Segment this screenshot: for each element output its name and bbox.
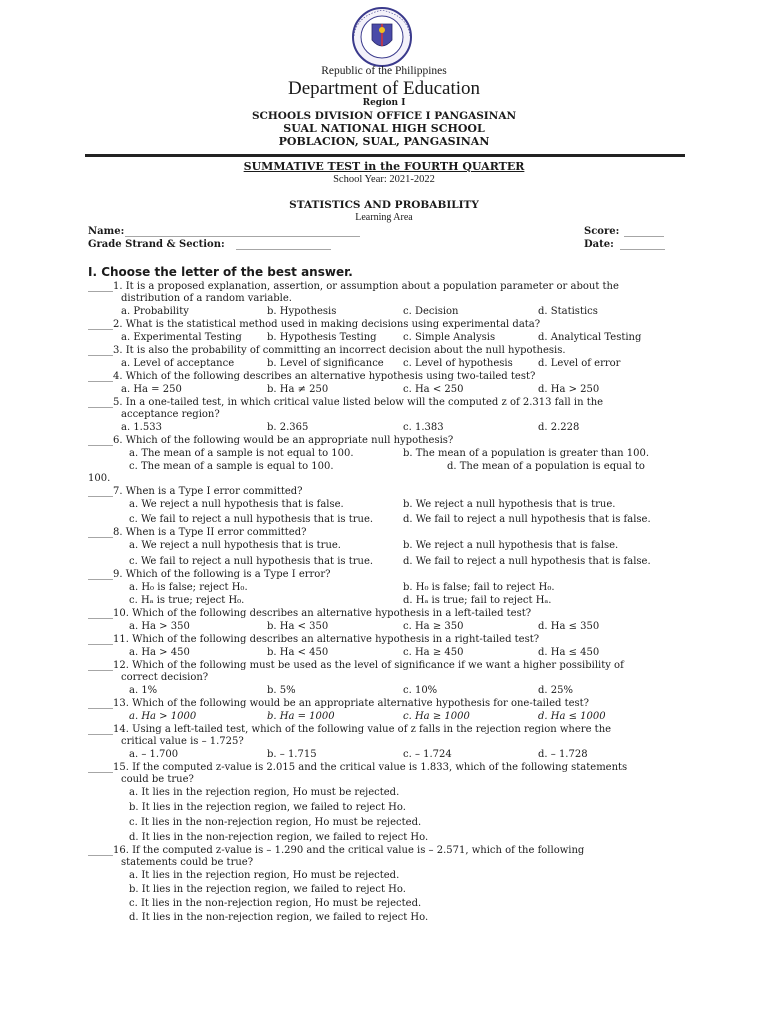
option-d: d. Statistics (538, 306, 598, 317)
question-2: _____2. What is the statistical method used in making decisions using experimental data? (88, 319, 541, 330)
option-a: a. Ha = 250 (121, 384, 182, 395)
question-11: _____11. Which of the following describes an alternative hypothesis in a right-tailed test? (88, 634, 540, 645)
option-b: b. Hypothesis (267, 306, 337, 317)
question-9: _____9. Which of the following is a Type I error? (88, 569, 331, 580)
option-a: a. We reject a null hypothesis that is true. (129, 540, 341, 551)
option-d: d. – 1.728 (538, 749, 588, 760)
option-b: b. 5% (267, 685, 296, 696)
option-d: d. It lies in the non-rejection region, we failed to reject Ho. (129, 912, 429, 923)
question-5: _____5. In a one-tailed test, in which critical value listed below will the computed z of 2.313 fall in the (88, 397, 604, 408)
option-a: a. H₀ is false; reject H₀. (129, 582, 248, 593)
question-8: _____8. When is a Type II error committed? (88, 527, 307, 538)
option-d: d. Level of error (538, 358, 621, 369)
option-b: b. H₀ is false; fail to reject H₀. (403, 582, 555, 593)
option-d: d. We fail to reject a null hypothesis that is false. (403, 514, 651, 525)
option-c: c. We fail to reject a null hypothesis that is true. (129, 514, 374, 525)
option-c: c. We fail to reject a null hypothesis that is true. (129, 556, 374, 567)
option-d: d. 25% (538, 685, 573, 696)
question-16: _____16. If the computed z-value is – 1.290 and the critical value is – 2.571, which of the following (88, 845, 585, 856)
school-name: SUAL NATIONAL HIGH SCHOOL (283, 122, 485, 135)
score-field[interactable]: ________ (624, 226, 664, 237)
option-d: d. It lies in the non-rejection region, we failed to reject Ho. (129, 832, 429, 843)
header-divider (85, 154, 685, 157)
option-d-cont: 100. (88, 473, 111, 484)
name-field[interactable]: _______________________________________________ (125, 226, 360, 237)
option-b: b. Hypothesis Testing (267, 332, 377, 343)
option-b: b. The mean of a population is greater than 100. (403, 448, 650, 459)
option-a: a. Ha > 1000 (129, 711, 197, 722)
option-b: b. It lies in the rejection region, we failed to reject Ho. (129, 884, 406, 895)
option-a: a. Ha > 350 (129, 621, 190, 632)
option-a: a. Probability (121, 306, 189, 317)
option-a: a. Experimental Testing (121, 332, 242, 343)
option-c: c. – 1.724 (403, 749, 452, 760)
question-15-cont: could be true? (121, 774, 194, 785)
school-address: POBLACION, SUAL, PANGASINAN (278, 135, 490, 148)
option-a: a. It lies in the rejection region, Ho must be rejected. (129, 787, 400, 798)
option-c: c. The mean of a sample is equal to 100. (129, 461, 334, 472)
test-title: SUMMATIVE TEST in the FOURTH QUARTER (243, 160, 525, 173)
question-3: _____3. It is also the probability of committing an incorrect decision about the null hypothesis. (88, 345, 566, 356)
grade-section-label: Grade Strand & Section: (88, 239, 225, 250)
option-a: a. The mean of a sample is not equal to 100. (129, 448, 354, 459)
option-c: c. Level of hypothesis (403, 358, 513, 369)
option-c: c. Ha ≥ 1000 (403, 711, 470, 722)
option-b: b. 2.365 (267, 422, 309, 433)
option-d: d. Ha ≤ 450 (538, 647, 600, 658)
option-b: b. – 1.715 (267, 749, 317, 760)
question-1: _____1. It is a proposed explanation, assertion, or assumption about a population parameter or about the (88, 281, 619, 292)
option-d: d. Analytical Testing (538, 332, 642, 343)
option-b: b. Ha < 450 (267, 647, 329, 658)
option-c: c. It lies in the non-rejection region, Ho must be rejected. (129, 898, 422, 909)
option-c: c. Ha < 250 (403, 384, 464, 395)
question-4: _____4. Which of the following describes an alternative hypothesis using two-tailed test? (88, 371, 536, 382)
option-b: b. Level of significance (267, 358, 384, 369)
question-7: _____7. When is a Type I error committed? (88, 486, 303, 497)
republic-label: Republic of the Philippines (321, 65, 447, 77)
region-label: Region I (362, 98, 406, 108)
question-14-cont: critical value is – 1.725? (121, 736, 244, 747)
learning-area-label: Learning Area (355, 212, 413, 223)
option-d: d. Ha ≤ 1000 (538, 711, 606, 722)
option-c: c. Hₐ is true; reject H₀. (129, 595, 245, 606)
option-a: a. 1.533 (121, 422, 162, 433)
option-a: a. – 1.700 (129, 749, 179, 760)
option-d: d. Hₐ is true; fail to reject Hₐ. (403, 595, 552, 606)
question-14: _____14. Using a left-tailed test, which of the following value of z falls in the rejection region where the (88, 724, 612, 735)
option-a: a. We reject a null hypothesis that is false. (129, 499, 344, 510)
question-1-cont: distribution of a random variable. (121, 293, 292, 304)
option-d: d. The mean of a population is equal to (447, 461, 645, 472)
option-a: a. Level of acceptance (121, 358, 235, 369)
question-12-cont: correct decision? (121, 672, 209, 683)
option-c: c. 1.383 (403, 422, 444, 433)
question-13: _____13. Which of the following would be an appropriate alternative hypothesis for one-tailed test? (88, 698, 590, 709)
question-5-cont: acceptance region? (121, 409, 220, 420)
division-label: SCHOOLS DIVISION OFFICE I PANGASINAN (251, 110, 517, 122)
score-label: Score: (584, 226, 620, 237)
option-b: b. We reject a null hypothesis that is true. (403, 499, 616, 510)
option-b: b. It lies in the rejection region, we failed to reject Ho. (129, 802, 406, 813)
option-d: d. Ha ≤ 350 (538, 621, 600, 632)
option-c: c. Ha ≥ 350 (403, 621, 464, 632)
name-label: Name: (88, 226, 125, 237)
option-a: a. 1% (129, 685, 158, 696)
question-12: _____12. Which of the following must be used as the level of significance if we want a higher possibility of (88, 660, 624, 671)
question-15: _____15. If the computed z-value is 2.015 and the critical value is 1.833, which of the following statements (88, 762, 628, 773)
department-title: Department of Education (287, 78, 481, 99)
option-d: d. We fail to reject a null hypothesis that is false. (403, 556, 651, 567)
option-c: c. Simple Analysis (403, 332, 496, 343)
option-a: a. It lies in the rejection region, Ho must be rejected. (129, 870, 400, 881)
option-c: c. Decision (403, 306, 459, 317)
question-16-cont: statements could be true? (121, 857, 254, 868)
option-b: b. Ha ≠ 250 (267, 384, 329, 395)
option-a: a. Ha > 450 (129, 647, 190, 658)
question-10: _____10. Which of the following describes an alternative hypothesis in a left-tailed test? (88, 608, 532, 619)
date-field[interactable]: _________ (620, 239, 665, 250)
option-c: c. 10% (403, 685, 438, 696)
option-b: b. We reject a null hypothesis that is false. (403, 540, 619, 551)
school-year: School Year: 2021-2022 (333, 174, 435, 185)
section-heading: I. Choose the letter of the best answer. (88, 265, 353, 279)
option-c: c. It lies in the non-rejection region, Ho must be rejected. (129, 817, 422, 828)
option-c: c. Ha ≥ 450 (403, 647, 464, 658)
question-6: _____6. Which of the following would be an appropriate null hypothesis? (88, 435, 454, 446)
subject-title: STATISTICS AND PROBABILITY (289, 199, 479, 211)
option-d: d. 2.228 (538, 422, 580, 433)
deped-seal-icon (342, 6, 422, 68)
grade-section-field[interactable]: ___________________ (236, 239, 331, 250)
date-label: Date: (584, 239, 614, 250)
option-b: b. Ha < 350 (267, 621, 329, 632)
option-b: b. Ha = 1000 (267, 711, 335, 722)
option-d: d. Ha > 250 (538, 384, 600, 395)
